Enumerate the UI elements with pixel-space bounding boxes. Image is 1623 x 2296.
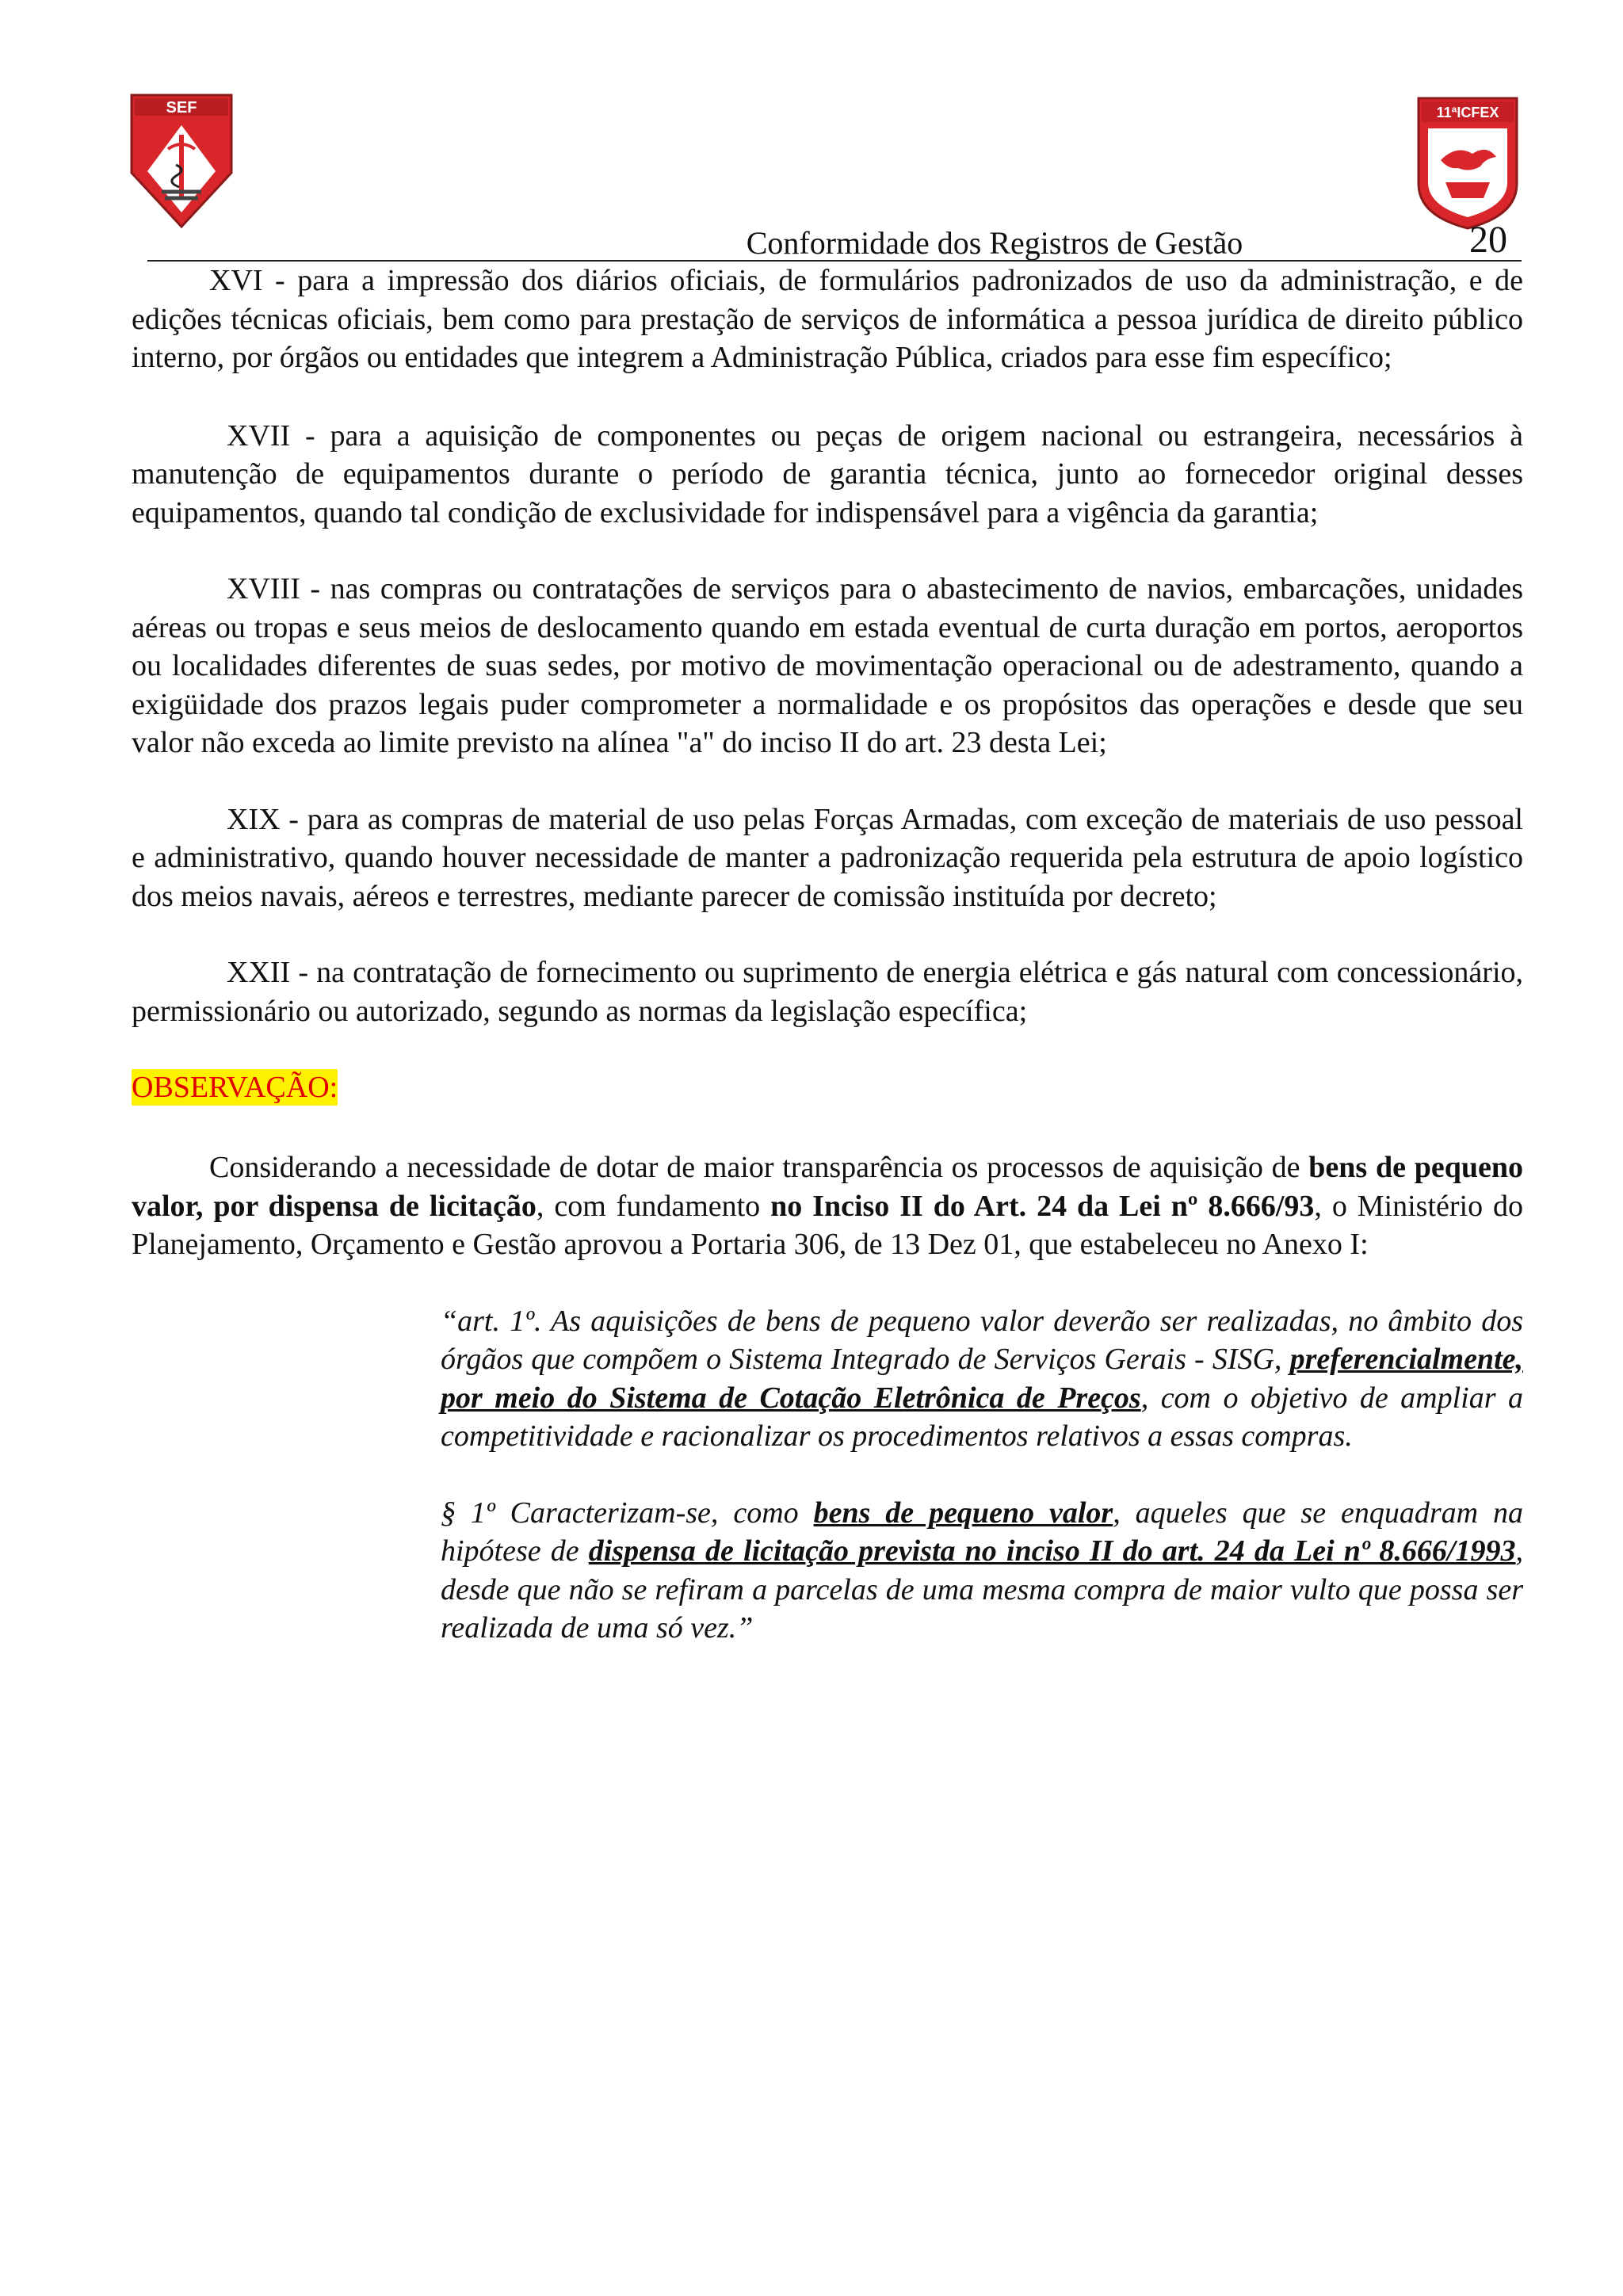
- icfex-shield-logo: [1417, 97, 1518, 230]
- quote-2-text-a: § 1º Caracterizam-se, como: [441, 1496, 814, 1530]
- obs-text-1: Considerando a necessidade de dotar de maior transparência os processos de aquisição de: [209, 1151, 1309, 1184]
- obs-text-2: , com fundamento: [536, 1189, 771, 1223]
- paragraph-xviii: XVIII - nas compras ou contratações de serviços para o abastecimento de navios, embarcações, unidades aéreas ou tropas e seus meios de deslocamento quando em estada eventual de curta duração em portos, aeroportos ou localidades diferentes de suas sedes, por motivo de movimentação operacional ou de adestramento, quando a exigüidade dos prazos legais puder comprometer a normalidade e os propósitos das operações e desde que seu valor não exceda ao limite previsto na alínea "a" do inciso II do art. 23 desta Lei;: [132, 572, 1523, 759]
- paragraph-xvi: XVI - para a impressão dos diários oficiais, de formulários padronizados de uso da administração, e de edições técnicas oficiais, bem como para prestação de serviços de informática a pessoa jurídica de direito público interno, por órgãos ou entidades que integrem a Administração Pública, criados para esse fim específico;: [132, 264, 1523, 374]
- paragraph-xvii: XVII - para a aquisição de componentes ou peças de origem nacional ou estrangeira, necessários à manutenção de equipamentos durante o período de garantia técnica, junto ao fornecedor original desses equipamentos, quando tal condição de exclusividade for indispensável para a vigência da garantia;: [132, 418, 1523, 529]
- quote-2-emphasis-2: dispensa de licitação prevista no inciso II do art. 24 da Lei nº 8.666/1993: [588, 1534, 1516, 1568]
- icfex-logo-text: 11ªICFEX: [1436, 105, 1499, 120]
- header-title: Conformidade dos Registros de Gestão: [746, 225, 1243, 261]
- quote-2-text-e: , desde que não se refiram a parcelas de uma mesma compra de maior vulto que possa ser realizada de uma só vez.”: [441, 1534, 1523, 1645]
- paragraph-xix: XIX - para as compras de material de uso pelas Forças Armadas, com exceção de materiais de uso pessoal e administrativo, quando houver necessidade de manter a padronização requerida pela estrutura de apoio logístico dos meios navais, aéreos e terrestres, mediante parecer de comissão instituída por decreto;: [132, 802, 1523, 913]
- sef-shield-logo: [130, 94, 233, 228]
- observation-heading: OBSERVAÇÃO:: [132, 1071, 338, 1104]
- sef-logo-text: SEF: [166, 99, 197, 117]
- running-header: [147, 219, 1522, 262]
- obs-text-3: , o Ministério do Planejamento, Orçamento e Gestão aprovou a Portaria 306, de 13 Dez 01, que estabeleceu no Anexo I:: [132, 1189, 1524, 1261]
- observation-paragraph: [132, 1148, 1523, 1264]
- quote-2-emphasis-1: bens de pequeno valor: [813, 1496, 1113, 1530]
- quote-1-text-c: , com o objetivo de ampliar a competitividade e racionalizar os procedimentos relativos a essas compras.: [441, 1381, 1523, 1453]
- quote-1-emphasis: preferencialmente, por meio do Sistema de Cotação Eletrônica de Preços: [441, 1343, 1523, 1415]
- observation-heading-wrapper: [132, 1068, 1523, 1148]
- obs-bold-1: bens de pequeno valor, por dispensa de licitação: [132, 1151, 1523, 1223]
- quote-2-text-c: , aqueles que se enquadram na hipótese de: [441, 1496, 1523, 1568]
- quote-1-text-a: “art. 1º. As aquisições de bens de pequeno valor deverão ser realizadas, no âmbito dos órgãos que compõem o Sistema Integrado de Serviços Gerais - SISG,: [441, 1304, 1523, 1376]
- obs-bold-2: no Inciso II do Art. 24 da Lei nº 8.666/93: [770, 1189, 1315, 1223]
- page-number: 20: [1469, 219, 1507, 261]
- document-body: [132, 262, 1523, 1686]
- quote-article-1: [441, 1302, 1523, 1456]
- paragraph-xxii: XXII - na contratação de fornecimento ou suprimento de energia elétrica e gás natural com concessionário, permissionário ou autorizado, segundo as normas da legislação específica;: [132, 956, 1523, 1028]
- quote-paragraph-1: [441, 1494, 1523, 1648]
